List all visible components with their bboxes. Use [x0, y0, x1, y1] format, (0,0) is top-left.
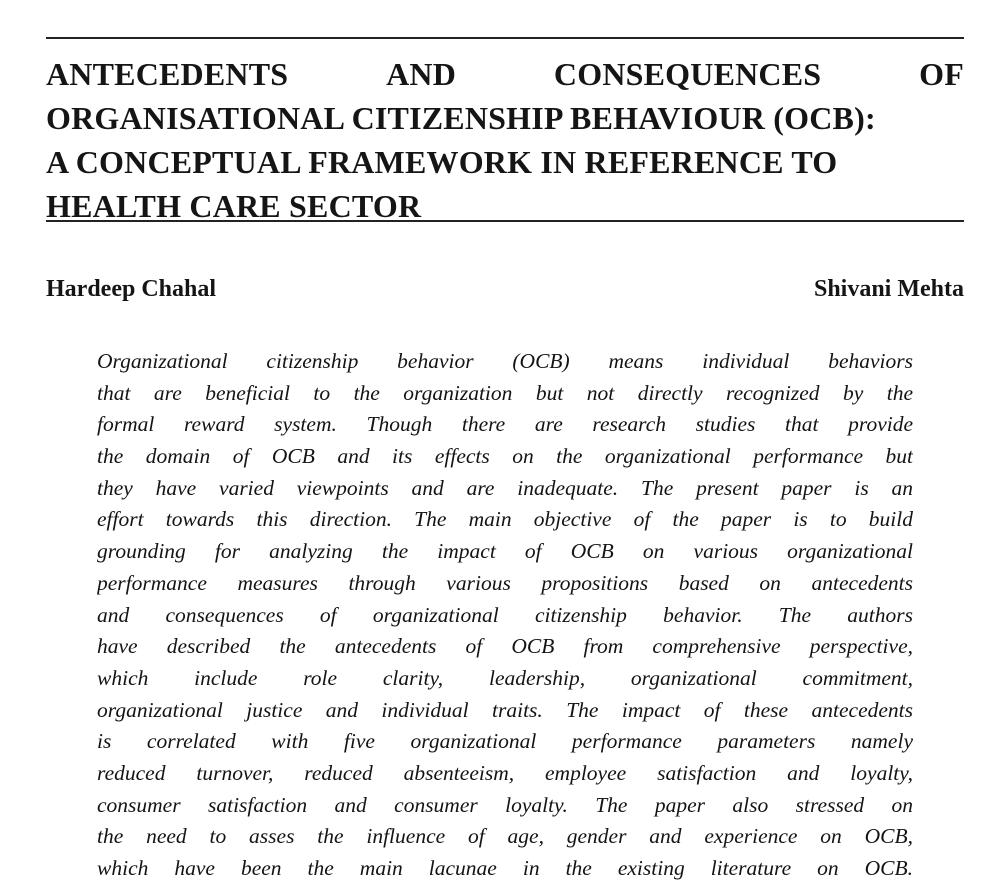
author-name: Hardeep Chahal [46, 276, 217, 302]
abstract-line: reduced turnover, reduced absenteeism, employee satisfaction and loyalty, [97, 760, 913, 785]
abstract-line: performance measures through various propositions based on antecedents [97, 570, 913, 595]
title-line-4: HEALTH CARE SECTOR [46, 188, 422, 224]
abstract-line: and consequences of organizational citizenship behavior. The authors [97, 602, 913, 627]
top-rule [46, 37, 964, 39]
title-line-1 [46, 52, 964, 96]
title-word: OF [919, 56, 964, 92]
paper-title [46, 52, 964, 228]
title-line-3: A CONCEPTUAL FRAMEWORK IN REFERENCE TO [46, 144, 838, 180]
abstract-line: organizational justice and individual traits. The impact of these antecedents [97, 697, 913, 722]
bottom-rule [46, 220, 964, 222]
abstract-line: effort towards this direction. The main objective of the paper is to build [97, 507, 913, 532]
abstract-line: grounding for analyzing the impact of OCB on various organizational [97, 539, 913, 564]
title-word: AND [386, 56, 457, 92]
abstract-line: which have been the main lacunae in the existing literature on OCB. [97, 856, 913, 880]
title-word: ANTECEDENTS [46, 56, 289, 92]
author-name: Shivani Mehta [813, 276, 964, 302]
author-list [46, 274, 964, 304]
abstract-line: Organizational citizenship behavior (OCB) means individual behaviors [97, 349, 913, 373]
abstract-line: which include role clarity, leadership, organizational commitment, [97, 665, 913, 690]
abstract-line: is correlated with five organizational performance parameters namely [97, 729, 913, 754]
title-line-2: ORGANISATIONAL CITIZENSHIP BEHAVIOUR (OCB): [46, 100, 876, 136]
title-word: CONSEQUENCES [553, 56, 822, 92]
abstract-line: the domain of OCB and its effects on the organizational performance but [97, 444, 913, 469]
abstract [97, 346, 913, 885]
abstract-line: consumer satisfaction and consumer loyalty. The paper also stressed on [97, 792, 913, 817]
abstract-line: the need to asses the influence of age, gender and experience on OCB, [97, 824, 913, 849]
abstract-line: have described the antecedents of OCB from comprehensive perspective, [97, 634, 913, 659]
abstract-line: that are beneficial to the organization but not directly recognized by the [97, 380, 913, 405]
abstract-line: formal reward system. Though there are research studies that provide [97, 412, 913, 437]
abstract-line: they have varied viewpoints and are inadequate. The present paper is an [97, 475, 913, 500]
